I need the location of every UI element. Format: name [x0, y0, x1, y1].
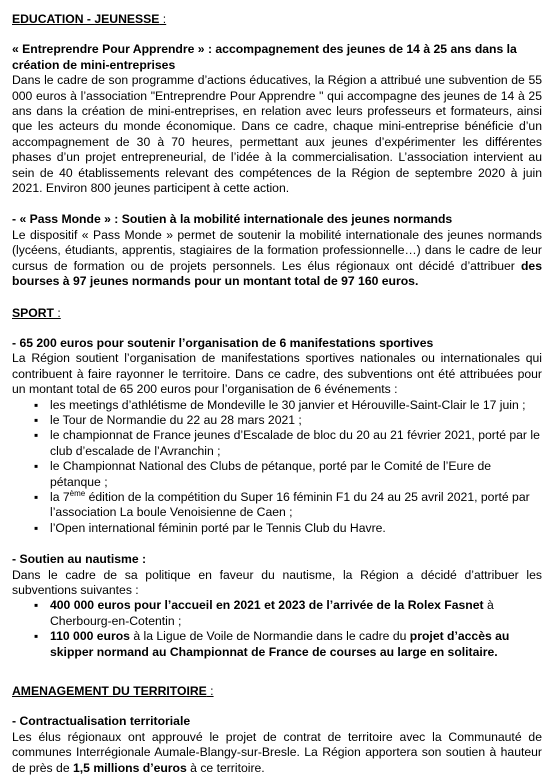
- subsection-title-pass-monde: - « Pass Monde » : Soutien à la mobilité internationale des jeunes normands: [12, 212, 453, 227]
- section-title-education: EDUCATION - JEUNESSE :: [12, 12, 167, 26]
- subsection-title-nautisme: - Soutien au nautisme :: [12, 552, 147, 567]
- subsection-title-contractualisation: - Contractualisation territoriale: [12, 714, 191, 729]
- paragraph-nautisme: Dans le cadre de sa politique en faveur du nautisme, la Région a décidé d’attribuer les subventions suivantes :: [12, 567, 542, 597]
- list-nautisme: [12, 598, 542, 660]
- list-manifestations: [12, 398, 542, 537]
- paragraph-pass-monde: Le dispositif « Pass Monde » permet de soutenir la mobilité internationale des jeunes normands (lycéens, étudiants, apprentis, stagiaires de la formation professionnelle…) dans le cadre de leur cursus de formation ou de projets personnels. Les élus régionaux ont décidé d’attribuer des bourses à 97 jeunes normands pour un montant total de 97 160 euros.: [12, 227, 542, 289]
- subsection-title-manifestations: - 65 200 euros pour soutenir l’organisation de 6 manifestations sportives: [12, 335, 434, 350]
- section-title-amenagement: AMENAGEMENT DU TERRITOIRE :: [12, 684, 214, 699]
- list-item: ▪ 400 000 euros pour l’accueil en 2021 et 2023 de l’arrivée de la Rolex Fasnet à Cherbourg-en-Cotentin ;: [12, 598, 542, 629]
- list-item: ▪ le Tour de Normandie du 22 au 28 mars 2021 ;: [12, 413, 542, 428]
- section-title-sport: SPORT :: [12, 305, 61, 320]
- list-item: ▪ l’Open international féminin porté par le Tennis Club du Havre.: [12, 521, 542, 536]
- paragraph-contractualisation: Les élus régionaux ont approuvé le projet de contrat de territoire avec la Communauté de communes Interrégionale Aumale-Blangy-sur-Bresle. La Région apportera son soutien à hauteur de près de 1,5 millions d’euros à ce territoire.: [12, 729, 542, 775]
- list-item: ▪ 110 000 euros à la Ligue de Voile de Normandie dans le cadre du projet d’accès au skipper normand au Championnat de France de courses au large en solitaire.: [12, 629, 542, 660]
- paragraph-epa: Dans le cadre de son programme d’actions éducatives, la Région a attribué une subvention de 55 000 euros à l’association "Entreprendre Pour Apprendre " qui accompagne des jeunes de 14 à 25 ans dans la création de mini-entreprises, en relation avec leurs professeurs et formateurs, ainsi que les acteurs du monde économique. Dans ce cadre, chaque mini-entreprise bénéficie d’un accompagnement de 30 à 70 heures, permettant aux jeunes d’expérimenter les différentes phases d’un projet entrepreneurial, de l’idée à la commercialisation. L’association intervient au sein de 40 établissements relevant des compétences de la Région de septembre 2020 à juin 2021. Environ 800 jeunes participent à cette action.: [12, 73, 542, 196]
- list-item: ▪ le championnat de France jeunes d’Escalade de bloc du 20 au 21 février 2021, porté par le club d’escalade de l’Avranchin ;: [12, 428, 542, 459]
- list-item: ▪ les meetings d’athlétisme de Mondeville le 30 janvier et Hérouville-Saint-Clair le 17 juin ;: [12, 398, 542, 413]
- list-item: ▪ le Championnat National des Clubs de pétanque, porté par le Comité de l’Eure de pétanque ;: [12, 459, 542, 490]
- subsection-title-epa: « Entreprendre Pour Apprendre » : accompagnement des jeunes de 14 à 25 ans dans la création de mini-entreprises: [12, 42, 517, 72]
- paragraph-manifestations: La Région soutient l’organisation de manifestations sportives nationales ou internationales qui contribuent à faire rayonner le territoire. Dans ce cadre, des subventions ont été attribuées pour un montant total de 65 200 euros pour l’organisation de 6 événements :: [12, 351, 542, 397]
- list-item: ▪ la 7ème édition de la compétition du Super 16 féminin F1 du 24 au 25 avril 2021, porté par l’association La boule Venoisienne de Caen ;: [12, 490, 542, 521]
